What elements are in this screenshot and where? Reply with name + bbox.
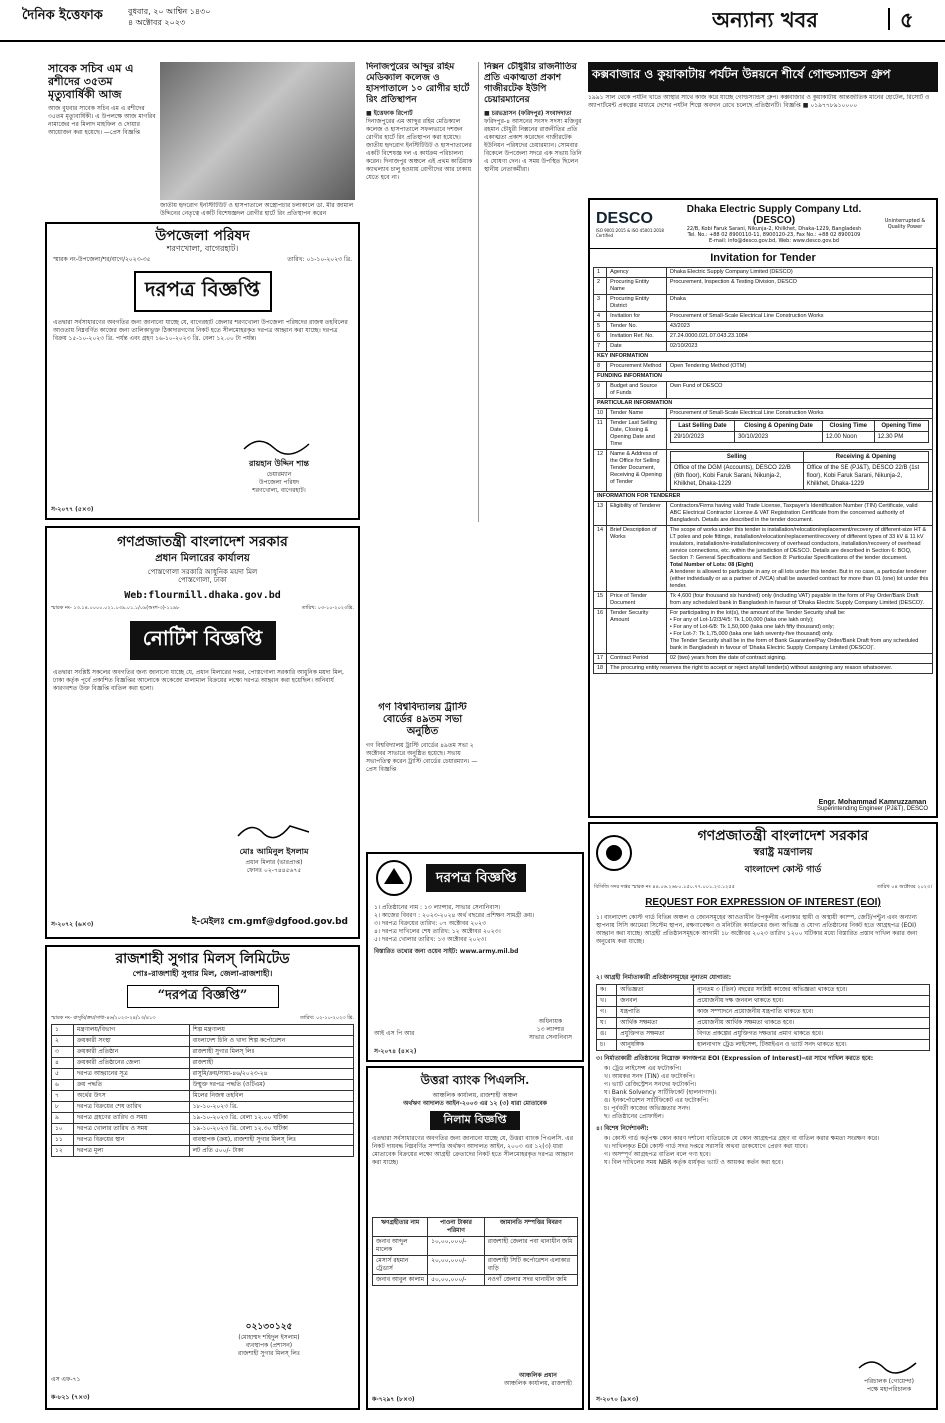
column-header: পাওনা টাকার পরিমাণ bbox=[428, 1218, 485, 1237]
table-cell: ১০ bbox=[52, 1124, 74, 1135]
ad-title: রাজশাহী সুগার মিলস্ লিমিটেড bbox=[115, 951, 290, 967]
lots-count: Total Number of Lots: 08 (Eight) bbox=[669, 562, 754, 568]
table-cell: ঙ। bbox=[597, 1029, 617, 1040]
table-row bbox=[594, 664, 933, 674]
ad-ref: স-২০৭০ (৯×৩) bbox=[596, 1396, 639, 1403]
table-cell: লট প্রতি ৫০০/- টাকা bbox=[189, 1146, 353, 1157]
coast-guard-eoi: গণপ্রজাতন্ত্রী বাংলাদেশ সরকার স্বরাষ্ট্র মন্ত্রণালয় বাংলাদেশ কোস্ট গার্ড বিসিজি সদর দপ্তর স্মারক নং ৪৪.০৬.২৬৮০.১৫০.৭৭.০০১.২৩.১২৫৫ তারিখ ০৪ অক্টোবর ২০২৩। REQUEST FOR EXPRESSION OF INTEREST (EOI) ১। বাংলাদেশ কোস্ট গার্ড বিভিন্ন অঞ্চল ও জোনসমূহের আওতাধীন উপকূলীয় এলাকার স্থায়ী ও অস্থায়ী ক্যাম্প, জেটি/পন্টুন এবং অন্যান্য স্থাপনায় সিসি ক্যামেরা সিস্টেম স্থাপন, রক্ষণাবেক্ষণ ও মনিটরিং কার্যক্রমের জন্য অভিজ্ঞ ও যোগ্য প্রতিষ্ঠানের নিকট হতে আগ্রহপত্র (EOI) আহ্বান করা যাচ্ছে। আগ্রহী প্রতিষ্ঠানসমূহকে আগামী ১৮ অক্টোবর ২০২৩ তারিখ ১২০০ ঘটিকার মধ্যে বিস্তারিত প্রস্তাব দাখিল করার জন্য অনুরোধ করা যাচ্ছে। ২। আগ্রহী নির্মাতাকারী প্রতিষ্ঠানসমূহের নূন্যতম যোগ্যতা: ক। অভিজ্ঞতা ন্যূনতম ৩ (তিন) বছরের সংশ্লিষ্ট কাজের অভিজ্ঞতা থাকতে হবে। খ। জনবল প্রয়োজনীয় দক্ষ জনবল থাকতে হবে। গ। যন্ত্রপাতি কাজ সম্পাদনে প্রয়োজনীয় যন্ত্রপাতি থাকতে হবে। ঘ। আর্থিক সক্ষমতা প্রয়োজনীয় আর্থিক সক্ষমতা থাকতে হবে। ঙ। প্রযুক্তিগত সক্ষমতা বিগত প্রকল্পের প্রযুক্তিগত দক্ষতার প্রমাণ থাকতে হবে। চ। আনুষঙ্গিক হালনাগাদ ট্রেড লাইসেন্স, টিআইএন ও ভ্যাট সনদ থাকতে হবে। ৩। নির্মাতাকারী প্রতিষ্ঠানের নিম্নোক্ত কাগজপত্র EOI (Expression of Interest)-এর সাথে দাখিল করতে হবে: ক। ট্রেড লাইসেন্স এর ফটোকপি। খ। আয়কর সনদ (TIN) এর ফটোকপি। গ। ভ্যাট রেজিস্ট্রেশন সনদের ফটোকপি। ঘ। Bank Solvency সার্টিফিকেট (হালনাগাদ)। ঙ। ইনকর্পোরেশন সার্টিফিকেট এর ফটোকপি। চ। পূর্ববর্তী কাজের অভিজ্ঞতার সনদ। ছ। প্রতিষ্ঠানের প্রোফাইল। ৪। বিশেষ নির্দেশাবলী: ক। কোস্ট গার্ড কর্তৃপক্ষ কোন কারণ দর্শানো ব্যতিরেকে যে কোন আগ্রহপত্র গ্রহণ বা বাতিল করার ক্ষমতা সংরক্ষণ করে। খ। দাখিলকৃত EOI কোস্ট গার্ড সদর দপ্তরে সরাসরি অথবা ডাকযোগে প্রেরণ করা যাবে। গ। অসম্পূর্ণ আগ্রহপত্র বাতিল বলে গণ্য হবে। ঘ। বিল দাখিলের সময় NBR কর্তৃক ধার্যকৃত ভ্যাট ও আয়কর কর্তন করা হবে। পরিচালক (গোয়েন্দা) পক্ষে মহাপরিচালক স-২০৭০ (৯×৩) bbox=[588, 822, 938, 1410]
signature-block: মোঃ আমিনুল ইসলাম প্রধান মিলার (ভারপ্রাপ্ত) ফোনঃ ০২-৭৪৪৫৬৭৫ bbox=[204, 818, 344, 875]
ad-subtitle: শরণখোলা, বাগেরহাট। bbox=[166, 244, 239, 253]
table-cell: জনাব আবুল কালাম bbox=[373, 1275, 428, 1286]
table-cell: Open Tendering Method (OTM) bbox=[666, 362, 932, 372]
table-cell: প্রয়োজনীয় আর্থিক সক্ষমতা থাকতে হবে। bbox=[694, 1018, 930, 1029]
headline: গণ বিশ্ববিদ্যালয় ট্রাস্টি বোর্ডের ৪৯তম সভা অনুষ্ঠিত bbox=[378, 702, 467, 737]
table-row bbox=[52, 1091, 354, 1102]
section-row bbox=[594, 372, 933, 382]
tender-table bbox=[593, 267, 933, 674]
table-cell: ৩ bbox=[52, 1047, 74, 1058]
table-cell: 7 bbox=[594, 342, 607, 352]
table-cell: ব্যবস্থাপক (ক্রয়), রাজশাহী সুগার মিলস্ লিঃ bbox=[189, 1135, 353, 1146]
notice-body: এতদ্বারা সংশ্লিষ্ট সকলের অবগতির জন্য জানানো যাচ্ছে যে, প্রধান মিলারের দপ্তর, পোস্তগোলা সরকারি আধুনিক ময়দা মিল, ঢাকা কর্তৃক পূর্বে প্রকাশিত বিজ্ঞপ্তির আলোকে অকেজো মালামাল বিক্রয়ের লক্ষ্যে দরপত্র আহ্বান করা হয়েছিল। অনিবার্য কারণবশত উক্ত বিজ্ঞপ্তি বাতিল করা হলো। bbox=[53, 669, 344, 692]
army-emblem-icon bbox=[372, 858, 416, 898]
list-item: খ। দাখিলকৃত EOI কোস্ট গার্ড সদর দপ্তরে সরাসরি অথবা ডাকযোগে প্রেরণ করা যাবে। bbox=[604, 1143, 808, 1150]
table-cell: 17 bbox=[594, 654, 607, 664]
table-cell: Tender Security Amount bbox=[607, 609, 667, 654]
table-cell: 9 bbox=[594, 382, 607, 399]
section-title: অন্যান্য খবর bbox=[712, 7, 818, 32]
table-cell: 29/10/2023 bbox=[670, 432, 734, 443]
table-row bbox=[597, 996, 930, 1007]
eoi-title: REQUEST FOR EXPRESSION OF INTEREST (EOI) bbox=[645, 897, 881, 908]
table-row bbox=[594, 419, 933, 450]
table-row bbox=[52, 1080, 354, 1091]
table-cell: ১১ bbox=[52, 1135, 74, 1146]
memo: স্মারক নং-উপজেলা/শর/বাগে/২০২৩-৩৫ bbox=[53, 256, 151, 263]
table-row bbox=[52, 1135, 354, 1146]
table-cell: Eligibility of Tenderer bbox=[607, 502, 667, 526]
column-header: জামানতি সম্পত্তির বিবরণ bbox=[484, 1218, 577, 1237]
list-item: • For any of Lot-6/8: Tk 1,50,000 (taka one lakh fifty thousand) only; bbox=[669, 624, 835, 630]
table-cell: Procurement of Small-Scale Electrical Line Construction Works bbox=[666, 409, 932, 419]
email: ই-মেইলঃ cm.gmf@dgfood.gov.bd bbox=[191, 917, 348, 927]
table-cell: 2 bbox=[594, 278, 607, 295]
list-item: ঙ। ইনকর্পোরেশন সার্টিফিকেট এর ফটোকপি। bbox=[604, 1097, 709, 1104]
table-cell: ৬ bbox=[52, 1080, 74, 1091]
table-cell: প্রযুক্তিগত সক্ষমতা bbox=[617, 1029, 694, 1040]
section-label: PARTICULAR INFORMATION bbox=[594, 399, 933, 409]
ad-ref: স-২০৭২ (৬×৩) bbox=[51, 921, 94, 928]
office-table bbox=[670, 451, 929, 490]
desco-tender-ad: DESCO ISO 9001:2015 & ISO 45001:2018 Certified Dhaka Electric Supply Company Ltd. (DESCO) 22/B, Kobi Faruk Sarani, Nikunja-2, Khilkhet, Dhaka-1229, Bangladesh Tel. No.: +88 02 8900110-11, 8900120-23, Fax No.: +88 02 8900109 E-mail: info@desco.gov.bd, Web: www.desco.gov.bd Uninterrupted & Quality Power Invitation for Tender 1 Agency Dhaka Electric Supply Company Limited (DESCO) 2 Procuring Entity Name Procurement, Inspection & Testing Division, DESCO 3 Procuring Entity District Dhaka 4 Invitation for Procurement of Small-Scale Electrical Line Construction Works 5 Tender No. 43/2023 6 Invitation Ref. No. 27.24.0000.021.07.043.23.1084 7 Date 02/10/2023 KEY INFORMATION 8 Procurement Method Open Tendering Method (OTM) FUNDING INFORMATION 9 Budget and Source of Funds Own Fund of DESCO PARTICULAR INFORMATION 10 Tender Name Procurement of Small-Scale Electrical Line Construction Works 11 Tender Last Selling Date, Closing & Opening Date and Time Last Selling Date Closing & Opening Date Closing Time Opening Time 29/10/2023 30/10/2023 12.00 Noon 12.30 PM 12 Name & Address of the Office for Selling Tender Document, Receiving & Opening of Tender Selling Receiving & Opening Office of the DGM (Accounts), DESCO 22/B (6th floor), Kobi Faruk Sarani, Nikunja-2, Khilkhet, Dhaka-1229 Office of the SE (PJ&T), DESCO 22/B (1st floor), Kobi Faruk Sarani, Nikunja-2, Khilkhet, Dhaka-1229 INFORMATION FOR TENDERER 13 Eligibility of Tenderer Contractors/Firms having valid Trade License, Taxpayer's Identification Number (TIN) Certificate, valid ABC Electrical Contractor License & VAT Registration Certificate from the concerned authority of Bangladesh. Details are described in the tender document. 14 Brief Description of Works The scope of works under this tender is installation/relocation/replacement/recovery of different-size HT & LT poles and pole fittings, installation/relocation/replacement/recovery of different types of 33 kV & 11 kV insulators, installation/re-installation/recovery of overhead conductors, installation/recovery of overhead service connections, etc. within the jurisdiction of DESCO. Details are described in Section 6: BOQ, Section 7: General Specifications and Section 8: Particular Specifications of the tender document. Total Number of Lots: 08 (Eight) A tenderer is allowed to participate in any or all lots under this tender. But in no case, a particular tenderer (either individually or as a partner of JVCA) shall be awarded contract for more than 01 (one) lot under this tender. 15 Price of Tender Document Tk 4,600 (four thousand six hundred) only (including VAT) payable in the form of Pay Order/Bank Draft from any scheduled bank in Bangladesh in favour of 'Dhaka Electric Supply Company Limited (DESCO)'. 16 Tender Security Amount For participating in the lot(s), the amount of the Tender Security shall be: • For any of Lot-1/2/3/4/5: Tk 1,00,000 (taka one lakh only); • For any of Lot-6/8: Tk 1,50,000 (taka one lakh fifty thousand) only; • For Lot-7: Tk 1,75,000 (taka one lakh seventy-five thousand) only. The Tender Security shall be in the form of Bank Guarantee/Pay Order/Bank Draft from any scheduled bank in Bangladesh in favour of 'Dhaka Electric Supply Company Limited (DESCO)'. 17 Contract Period 02 (two) years from the date of contract signing. 18 The procuring entity reserves the right to accept or reject any/all tender(s) without assigning any reason whatsoever. Engr. Mohammad Kamruzzaman Superintending Engineer (PJ&T), DESCO bbox=[588, 198, 938, 818]
table-cell: Brief Description of Works bbox=[607, 526, 667, 592]
table-cell: 30/10/2023 bbox=[735, 432, 823, 443]
table-row bbox=[52, 1146, 354, 1157]
table-row bbox=[594, 409, 933, 419]
list-item: ২। কাজের বিবরণ : ২০২৩-২০২৪ অর্থ বছরের প্রশিক্ষণ সামগ্রী ক্রয়। bbox=[374, 912, 535, 919]
table-cell: 43/2023 bbox=[666, 322, 932, 332]
table-cell: জনবল bbox=[617, 996, 694, 1007]
newspaper-logo: দৈনিক ইত্তেফাক bbox=[22, 8, 103, 23]
table-header bbox=[373, 1218, 578, 1237]
table-row bbox=[594, 502, 933, 526]
signature-block: পরিচালক (গোয়েন্দা) পক্ষে মহাপরিচালক bbox=[854, 1354, 924, 1394]
table-cell: The scope of works under this tender is installation/relocation/replacement/recovery of different-size HT & LT poles and pole fittings, installation/relocation/replacement/recovery of different types of 33 kV & 11 kV insulators, installation/re-installation/recovery of overhead conductors, installation/recovery of overhead service connections, etc. within the jurisdiction of DESCO. Details are described in Section 6: BOQ, Section 7: General Specifications and Section 8: Particular Specifications of the tender document. Total Number of Lots: 08 (Eight) A tenderer is allowed to participate in any or all lots under this tender. But in no case, a particular tenderer (either individually or as a partner of JVCA) shall be awarded contract for more than 01 (one) lot under this tender. bbox=[666, 526, 932, 592]
table-row bbox=[594, 278, 933, 295]
table-cell bbox=[666, 450, 932, 492]
list-item: ক। ট্রেড লাইসেন্স এর ফটোকপি। bbox=[604, 1065, 682, 1072]
table-header bbox=[670, 452, 928, 463]
section-row bbox=[594, 352, 933, 362]
table-row bbox=[594, 450, 933, 492]
table-cell: ক্রয়কারী প্রতিষ্ঠান bbox=[74, 1047, 190, 1058]
tender-title: Invitation for Tender bbox=[710, 252, 816, 264]
table-row bbox=[597, 1007, 930, 1018]
table-cell: 10 bbox=[594, 409, 607, 419]
table-cell: 27.24.0000.021.07.043.23.1084 bbox=[666, 332, 932, 342]
table-cell: 4 bbox=[594, 312, 607, 322]
table-cell: দরপত্র গ্রহণের তারিখ ও সময় bbox=[74, 1113, 190, 1124]
table-cell: ৫০,০০,০০০/- bbox=[428, 1275, 485, 1286]
list-item: ৩। দরপত্র বিক্রয়ের তারিখ: ০৭ অক্টোবর ২০২৩ bbox=[374, 920, 486, 927]
table-cell: Name & Address of the Office for Selling Tender Document, Receiving & Opening of Tender bbox=[607, 450, 667, 492]
table-cell: 18 bbox=[594, 664, 607, 674]
table-cell: দরপত্র বিক্রয়ের শেষ তারিখ bbox=[74, 1102, 190, 1113]
table-cell: উন্মুক্ত দরপত্র পদ্ধতি (ওটিএম) bbox=[189, 1080, 353, 1091]
notice-title: নোটিশ বিজ্ঞপ্তি bbox=[130, 621, 276, 660]
list-item: চ। পূর্ববর্তী কাজের অভিজ্ঞতার সনদ। bbox=[604, 1105, 691, 1112]
auction-table bbox=[372, 1217, 578, 1286]
list-item: ঘ। বিল দাখিলের সময় NBR কর্তৃক ধার্যকৃত ভ্যাট ও আয়কর কর্তন করা হবে। bbox=[604, 1159, 783, 1166]
table-row bbox=[594, 322, 933, 332]
table-row bbox=[597, 1018, 930, 1029]
signature-block: অধিনায়ক ১৩ ল্যান্সার সাভার সেনানিবাস bbox=[528, 1018, 572, 1041]
website: Web:flourmill.dhaka.gov.bd bbox=[124, 590, 281, 601]
body: ফরিদপুর-৪ আসনের সংসদ সদস্য মজিবুর রহমান চৌধুরী নিক্সনের রাজনীতির প্রতি একাত্মতা প্রকাশ করেছেন গাজীরটেক ইউনিয়ন পরিষদের চেয়ারম্যান। সোমবার বিকেলে উপজেলা সদরে এক সভায় তিনি এ ঘোষণা দেন। এ সময় উপস্থিত ছিলেন স্থানীয় নেতাকর্মীরা। bbox=[484, 118, 582, 173]
headline: নিক্সন চৌধুরীর রাজনীতির প্রতি একাত্মতা প্রকাশ গাজীরটেক ইউপি চেয়ারম্যানের bbox=[484, 62, 577, 105]
signature bbox=[239, 434, 319, 456]
table-cell: Tender Last Selling Date, Closing & Opening Date and Time bbox=[607, 419, 667, 450]
table-cell: Budget and Source of Funds bbox=[607, 382, 667, 399]
table-cell: রাজশাহী bbox=[189, 1058, 353, 1069]
list-item: ছ। প্রতিষ্ঠানের প্রোফাইল। bbox=[604, 1113, 664, 1120]
signature bbox=[234, 818, 314, 844]
table-row bbox=[597, 1040, 930, 1051]
section-row bbox=[594, 399, 933, 409]
list-item: খ। আয়কর সনদ (TIN) এর ফটোকপি। bbox=[604, 1073, 695, 1080]
column-header: Receiving & Opening bbox=[803, 452, 928, 463]
table-cell: ২ bbox=[52, 1036, 74, 1047]
signature-block: রায়হান উদ্দিন শান্ত চেয়ারম্যান উপজেলা পরিষদ শরণখোলা, বাগেরহাট। bbox=[214, 434, 344, 495]
table-row bbox=[373, 1275, 578, 1286]
table-cell: বাংলাদেশ চিনি ও খাদ্য শিল্প কর্পোরেশন bbox=[189, 1036, 353, 1047]
table-row bbox=[597, 985, 930, 996]
signature-block: ০২১৩০১২৫ (মোহাম্মদ শহিদুল ইসলাম) ব্যবস্থাপক (প্রশাসন) রাজশাহী সুগার মিলস্ লিঃ bbox=[237, 1322, 301, 1357]
table-cell: প্রয়োজনীয় দক্ষ জনবল থাকতে হবে। bbox=[694, 996, 930, 1007]
politics-news: নিক্সন চৌধুরীর রাজনীতির প্রতি একাত্মতা প্রকাশ গাজীরটেক ইউপি চেয়ারম্যানের ■ চরভদ্রাসন (ফরিদপুর) সংবাদদাতা ফরিদপুর-৪ আসনের সংসদ সদস্য মজিবুর রহমান চৌধুরী নিক্সনের রাজনীতির প্রতি একাত্মতা প্রকাশ করেছেন গাজীরটেক ইউনিয়ন পরিষদের চেয়ারম্যান। সোমবার বিকেলে উপজেলা সদরে এক সভায় তিনি এ ঘোষণা দেন। এ সময় উপস্থিত ছিলেন স্থানীয় নেতাকর্মীরা। bbox=[484, 62, 584, 362]
table-cell: শিল্প মন্ত্রণালয় bbox=[189, 1025, 353, 1036]
table-cell: ক্রয়কারী প্রতিষ্ঠানের জেলা bbox=[74, 1058, 190, 1069]
table-row bbox=[594, 382, 933, 399]
headline: দিনাজপুরের আব্দুর রহিম মেডিক্যাল কলেজ ও হাসপাতালে ১০ রোগীর হার্টে রিং প্রতিস্থাপন bbox=[366, 62, 470, 105]
table-row bbox=[52, 1069, 354, 1080]
banner-body: ১৯৯১ সাল থেকে পর্যটন খাতে আস্থার সাথে কাজ করে যাচ্ছে গোল্ডস্যান্ডস গ্রুপ। কক্সবাজার ও কুয়াকাটায় আন্তর্জাতিক মানের হোটেল, রিসোর্ট ও অ্যাপার্টমেন্ট প্রকল্পের মাধ্যমে দেশের পর্যটন শিল্পে অবদান রেখে চলেছে প্রতিষ্ঠানটি। বিজ্ঞপ্তি ■ ০১৯৭৭৮৯১০০০০ bbox=[588, 94, 930, 109]
table-cell: যন্ত্রপাতি bbox=[617, 1007, 694, 1018]
gov-title: গণপ্রজাতন্ত্রী বাংলাদেশ সরকার bbox=[117, 534, 288, 550]
table-cell: 1 bbox=[594, 268, 607, 278]
website: বিস্তারিত তথ্যের জন্য ওয়েব সাইট: www.army.mil.bd bbox=[374, 948, 519, 955]
table-row bbox=[594, 295, 933, 312]
table-cell: Dhaka bbox=[666, 295, 932, 312]
table-cell: রাজশাহী সিটি কর্পোরেশন এলাকার বাড়ি bbox=[484, 1256, 577, 1275]
notice-title-box: দরপত্র বিজ্ঞপ্তি bbox=[134, 271, 272, 312]
table-cell: গ। bbox=[597, 1007, 617, 1018]
list-item: ১। প্রতিষ্ঠানের নাম : ১৩ ল্যান্সার, সাভার সেনানিবাস। bbox=[374, 904, 501, 911]
table-cell: ১২ bbox=[52, 1146, 74, 1157]
table-cell: ১ bbox=[52, 1025, 74, 1036]
item-list bbox=[368, 902, 582, 946]
column-header: Selling bbox=[670, 452, 803, 463]
tender-table bbox=[51, 1024, 354, 1157]
table-cell: মেসার্স রহমান ট্রেডার্স bbox=[373, 1256, 428, 1275]
list-item: ৪। দরপত্র দাখিলের শেষ তারিখ: ১২ অক্টোবর ২০২৩। bbox=[374, 928, 501, 935]
ad-ref: স-২০৭৪ (৪×২) bbox=[374, 1048, 417, 1055]
table-cell: ২০,০০,০০০/- bbox=[428, 1256, 485, 1275]
sugar-mill-tender: রাজশাহী সুগার মিলস্ লিমিটেড পোঃ-রাজশাহী সুগার মিল, জেলা-রাজশাহী। “দরপত্র বিজ্ঞপ্তি” স্মারক নং- রাসুমি/ক্রয়/সাধা-৪৬/২০২৩-২৪/১৩/৪১৩ তারিখ: ০২-১০-২০২৩ খ্রি. ১ মন্ত্রণালয়/বিভাগ শিল্প মন্ত্রণালয় ২ ক্রয়কারী সংস্থা বাংলাদেশ চিনি ও খাদ্য শিল্প কর্পোরেশন ৩ ক্রয়কারী প্রতিষ্ঠান রাজশাহী সুগার মিলস্ লিঃ ৪ ক্রয়কারী প্রতিষ্ঠানের জেলা রাজশাহী ৫ দরপত্র আহ্বানের সূত্র রাসুমি/ক্রয়/সাধা-৪৬/২০২৩-২৪ ৬ ক্রয় পদ্ধতি উন্মুক্ত দরপত্র পদ্ধতি (ওটিএম) ৭ অর্থের উৎস মিলের নিজস্ব তহবিল ৮ দরপত্র বিক্রয়ের শেষ তারিখ ১৮-১০-২০২৩ খ্রি. ৯ দরপত্র গ্রহণের তারিখ ও সময় ১৯-১০-২০২৩ খ্রি. বেলা ১২.০০ ঘটিকা ১০ দরপত্র খোলার তারিখ ও সময় ১৯-১০-২০২৩ খ্রি. বেলা ১২.৩০ ঘটিকা ১১ দরপত্র বিক্রয়ের স্থান ব্যবস্থাপক (ক্রয়), রাজশাহী সুগার মিলস্ লিঃ ১২ দরপত্র মূল্য লট প্রতি ৫০০/- টাকা ০২১৩০১২৫ (মোহাম্মদ শহিদুল ইসলাম) ব্যবস্থাপক (প্রশাসন) রাজশাহী সুগার মিলস্ লিঃ এস এফ-৭১ ক-৮২১ (৭×৩) bbox=[45, 945, 360, 1410]
table-cell: রাসুমি/ক্রয়/সাধা-৪৬/২০২৩-২৪ bbox=[189, 1069, 353, 1080]
table-cell: চ। bbox=[597, 1040, 617, 1051]
table-row bbox=[52, 1047, 354, 1058]
coast-guard-emblem-icon bbox=[594, 833, 634, 873]
list-item: • For any of Lot-1/2/3/4/5: Tk 1,00,000 (taka one lakh only); bbox=[669, 617, 814, 623]
documents-list bbox=[590, 1065, 936, 1121]
section-label: KEY INFORMATION bbox=[594, 352, 933, 362]
column-header: ঋণগ্রহীতার নাম bbox=[373, 1218, 428, 1237]
table-cell: ঘ। bbox=[597, 1018, 617, 1029]
table-cell: 12.30 PM bbox=[874, 432, 928, 443]
table-cell: Price of Tender Document bbox=[607, 592, 667, 609]
body: দিনাজপুরের এম আব্দুর রহিম মেডিক্যাল কলেজ ও হাসপাতালে সফলভাবে দশজন রোগীর হার্টে রিং প্রতিস্থাপন করা হয়েছে। জাতীয় হৃদরোগ ইনস্টিটিউট ও হাসপাতালের একটি বিশেষজ্ঞ দল এ কার্যক্রম পরিচালনা করেন। দিনাজপুর অঞ্চলে এই প্রথম কার্ডিয়াক ক্যাথল্যাব চালু হওয়ায় রোগীদের আর ঢাকায় যেতে হবে না। bbox=[366, 118, 473, 181]
table-cell: ৯ bbox=[52, 1113, 74, 1124]
section-label: FUNDING INFORMATION bbox=[594, 372, 933, 382]
notice-title: নিলাম বিজ্ঞপ্তি bbox=[430, 1111, 520, 1130]
table-cell: ১০,০০,০০০/- bbox=[428, 1237, 485, 1256]
table-cell: 3 bbox=[594, 295, 607, 312]
list-item: ঘ। Bank Solvency সার্টিফিকেট (হালনাগাদ)। bbox=[604, 1089, 717, 1096]
body: গণ বিশ্ববিদ্যালয় ট্রাস্টি বোর্ডের ৪৯তম সভা ২ অক্টোবর সাভারে অনুষ্ঠিত হয়েছে। সভায় সভাপতিত্ব করেন ট্রাস্টি বোর্ডের চেয়ারম্যান। —প্রেস বিজ্ঞপ্তি bbox=[366, 742, 478, 773]
table-cell: ১৯-১০-২০২৩ খ্রি. বেলা ১২.৩০ ঘটিকা bbox=[189, 1124, 353, 1135]
table-row bbox=[594, 526, 933, 592]
table-row bbox=[52, 1025, 354, 1036]
eoi-intro: ১। বাংলাদেশ কোস্ট গার্ড বিভিন্ন অঞ্চল ও জোনসমূহের আওতাধীন উপকূলীয় এলাকার স্থায়ী ও অস্থায়ী ক্যাম্প, জেটি/পন্টুন এবং অন্যান্য স্থাপনায় সিসি ক্যামেরা সিস্টেম স্থাপন, রক্ষণাবেক্ষণ ও মনিটরিং কার্যক্রমের জন্য অভিজ্ঞ ও যোগ্য প্রতিষ্ঠানের নিকট হতে আগ্রহপত্র (EOI) আহ্বান করা যাচ্ছে। আগ্রহী প্রতিষ্ঠানসমূহকে আগামী ১৮ অক্টোবর ২০২৩ তারিখ ১২০০ ঘটিকার মধ্যে বিস্তারিত প্রস্তাব দাখিল করার জন্য অনুরোধ করা যাচ্ছে। bbox=[596, 914, 918, 945]
table-cell: মিলের নিজস্ব তহবিল bbox=[189, 1091, 353, 1102]
table-cell: Tender No. bbox=[607, 322, 667, 332]
lots-note: A tenderer is allowed to participate in any or all lots under this tender. But in no case, a particular tenderer (either individually or as a partner of JVCA) shall be awarded contract for more than 01 (one) lot under this tender. bbox=[669, 569, 929, 589]
desco-logo: DESCO ISO 9001:2015 & ISO 45001:2018 Certified bbox=[596, 210, 664, 238]
table-row bbox=[373, 1256, 578, 1275]
section-row bbox=[594, 492, 933, 502]
army-tender: দরপত্র বিজ্ঞপ্তি ১। প্রতিষ্ঠানের নাম : ১৩ ল্যান্সার, সাভার সেনানিবাস। ২। কাজের বিবরণ : ২০২৩-২০২৪ অর্থ বছরের প্রশিক্ষণ সামগ্রী ক্রয়। ৩। দরপত্র বিক্রয়ের তারিখ: ০৭ অক্টোবর ২০২৩ ৪। দরপত্র দাখিলের শেষ তারিখ: ১২ অক্টোবর ২০২৩। ৫। দরপত্র খোলার তারিখ: ১৩ অক্টোবর ২০২৩। বিস্তারিত তথ্যের জন্য ওয়েব সাইট: www.army.mil.bd আই এস পি আর অধিনায়ক ১৩ ল্যান্সার সাভার সেনানিবাস স-২০৭৪ (৪×২) bbox=[366, 852, 584, 1062]
table-cell: রাজশাহী সুগার মিলস্ লিঃ bbox=[189, 1047, 353, 1058]
table-cell: 6 bbox=[594, 332, 607, 342]
list-item: গ। অসম্পূর্ণ আগ্রহপত্র বাতিল বলে গণ্য হবে। bbox=[604, 1151, 711, 1158]
table-cell bbox=[666, 419, 932, 450]
masthead bbox=[0, 0, 945, 42]
table-cell: 15 bbox=[594, 592, 607, 609]
table-row bbox=[594, 592, 933, 609]
trust-news bbox=[366, 702, 479, 852]
table-cell: দরপত্র খোলার তারিখ ও সময় bbox=[74, 1124, 190, 1135]
list-item: ক। কোস্ট গার্ড কর্তৃপক্ষ কোন কারণ দর্শানো ব্যতিরেকে যে কোন আগ্রহপত্র গ্রহণ বা বাতিল করার ক্ষমতা সংরক্ষণ করে। bbox=[604, 1135, 880, 1142]
table-cell: মন্ত্রণালয়/বিভাগ bbox=[74, 1025, 190, 1036]
table-cell: 02 (two) years from the date of contract signing. bbox=[666, 654, 932, 664]
table-cell: অর্থের উৎস bbox=[74, 1091, 190, 1102]
notice-title: “দরপত্র বিজ্ঞপ্তি” bbox=[127, 985, 279, 1008]
table-row bbox=[52, 1113, 354, 1124]
table-cell: হালনাগাদ ট্রেড লাইসেন্স, টিআইএন ও ভ্যাট সনদ থাকতে হবে। bbox=[694, 1040, 930, 1051]
notice-body: এতদ্বারা সর্বসাধারণের অবগতির জন্য জানানো যাচ্ছে যে, উত্তরা ব্যাংক পিএলসি. এর নিকট দায়বদ্ধ নিম্নবর্ণিত সম্পত্তি অর্থঋণ আদালত আইন, ২০০৩ এর ১২(৩) ধারা মোতাবেক বিক্রয়ের লক্ষ্যে আগ্রহী ক্রেতাদের নিকট হতে সীলমোহরকৃত দরপত্র আহ্বান করা যাচ্ছে। bbox=[372, 1135, 574, 1166]
photo-caption: জাতীয় হৃদরোগ ইনস্টিটিউট ও হাসপাতালে অস্ত্রোপচার চলাকালে ডা. মীর জামাল উদ্দিনের নেতৃত্বে একটি বিশেষজ্ঞদল রোগীর হার্টে রিং প্রতিস্থাপন করেন bbox=[160, 202, 354, 217]
table-cell: খ। bbox=[597, 996, 617, 1007]
table-cell: ৪ bbox=[52, 1058, 74, 1069]
table-row bbox=[52, 1124, 354, 1135]
headline: সাবেক সচিব এম এ রশীদের ৩৫তম মৃত্যুবার্ষিকী আজ bbox=[48, 62, 134, 101]
ad-ref: ক-৭২৯৭ (৮×৩) bbox=[372, 1396, 415, 1403]
section-label: INFORMATION FOR TENDERER bbox=[594, 492, 933, 502]
table-cell: আনুষঙ্গিক bbox=[617, 1040, 694, 1051]
column-header: Last Selling Date bbox=[670, 421, 734, 432]
table-cell: The procuring entity reserves the right to accept or reject any/all tender(s) without assigning any reason whatsoever. bbox=[607, 664, 933, 674]
table-cell: Office of the DGM (Accounts), DESCO 22/B (6th floor), Kobi Faruk Sarani, Nikunja-2, Khilkhet, Dhaka-1229 bbox=[670, 463, 803, 490]
table-cell: অভিজ্ঞতা bbox=[617, 985, 694, 996]
table-cell: দরপত্র বিক্রয়ের স্থান bbox=[74, 1135, 190, 1146]
table-cell: Agency bbox=[607, 268, 667, 278]
column-header: Opening Time bbox=[874, 421, 928, 432]
table-cell: ক। bbox=[597, 985, 617, 996]
list-item: ৫। দরপত্র খোলার তারিখ: ১৩ অক্টোবর ২০২৩। bbox=[374, 936, 487, 943]
bank-auction-notice: উত্তরা ব্যাংক পিএলসি. আঞ্চলিক কার্যালয়, রাজশাহী অঞ্চল অর্থঋণ আদালত আইন-২০০৩ এর ১২ (৩) ধারা মোতাবেক নিলাম বিজ্ঞপ্তি এতদ্বারা সর্বসাধারণের অবগতির জন্য জানানো যাচ্ছে যে, উত্তরা ব্যাংক পিএলসি. এর নিকট দায়বদ্ধ নিম্নবর্ণিত সম্পত্তি অর্থঋণ আদালত আইন, ২০০৩ এর ১২(৩) ধারা মোতাবেক বিক্রয়ের লক্ষ্যে আগ্রহী ক্রেতাদের নিকট হতে সীলমোহরকৃত দরপত্র আহ্বান করা যাচ্ছে। ঋণগ্রহীতার নাম পাওনা টাকার পরিমাণ জামানতি সম্পত্তির বিবরণ জনাব আব্দুল মালেক ১০,০০,০০০/- রাজশাহী জেলার পবা থানাধীন জমি মেসার্স রহমান ট্রেডার্স ২০,০০,০০০/- রাজশাহী সিটি কর্পোরেশন এলাকার বাড়ি জনাব আবুল কালাম ৫০,০০,০০০/- নওগাঁ জেলার সদর থানাধীন জমি আঞ্চলিক প্রধান আঞ্চলিক কার্যালয়, রাজশাহী ক-৭২৯৭ (৮×৩) bbox=[366, 1066, 584, 1410]
list-item: গ। ভ্যাট রেজিস্ট্রেশন সনদের ফটোকপি। bbox=[604, 1081, 697, 1088]
table-cell: নওগাঁ জেলার সদর থানাধীন জমি bbox=[484, 1275, 577, 1286]
ad-ref: স-২০৭৭ (৫×৩) bbox=[51, 506, 94, 513]
table-row bbox=[594, 332, 933, 342]
table-row bbox=[52, 1058, 354, 1069]
table-cell: রাজশাহী জেলার পবা থানাধীন জমি bbox=[484, 1237, 577, 1256]
table-cell: Contractors/Firms having valid Trade License, Taxpayer's Identification Number (TIN) Certificate, valid ABC Electrical Contractor License & VAT Registration Certificate from the concerned authority of Bangladesh. Details are described in the tender document. bbox=[666, 502, 932, 526]
table-cell: Invitation for bbox=[607, 312, 667, 322]
table-cell: Office of the SE (PJ&T), DESCO 22/B (1st floor), Kobi Faruk Sarani, Nikunja-2, Khilkhet, Dhaka-1229 bbox=[803, 463, 928, 490]
table-cell: Procurement, Inspection & Testing Division, DESCO bbox=[666, 278, 932, 295]
table-cell: 12.00 Noon bbox=[822, 432, 874, 443]
table-cell: ৫ bbox=[52, 1069, 74, 1080]
table-cell: Tender Name bbox=[607, 409, 667, 419]
table-cell: 12 bbox=[594, 450, 607, 492]
table-row bbox=[594, 268, 933, 278]
signature-block: আঞ্চলিক প্রধান আঞ্চলিক কার্যালয়, রাজশাহী bbox=[503, 1372, 572, 1387]
table-cell: বিগত প্রকল্পের প্রযুক্তিগত দক্ষতার প্রমাণ থাকতে হবে। bbox=[694, 1029, 930, 1040]
bank-name: উত্তরা ব্যাংক পিএলসি. bbox=[420, 1073, 530, 1087]
company-name: Dhaka Electric Supply Company Ltd. (DESCO) bbox=[686, 204, 862, 226]
criteria-table bbox=[596, 984, 930, 1051]
table-cell: Contract Period bbox=[607, 654, 667, 664]
table-cell: দরপত্র মূল্য bbox=[74, 1146, 190, 1157]
divider bbox=[888, 8, 890, 30]
table-cell: ক্রয়কারী সংস্থা bbox=[74, 1036, 190, 1047]
ad-body: এতদ্বারা সর্বসাধারণের অবগতির জন্য জানানো যাচ্ছে যে, বাগেরহাট জেলার শরণখোলা উপজেলা পরিষদের রাজস্ব তহবিলের আওতায় নিম্নবর্ণিত কাজের জন্য তালিকাভুক্ত ঠিকাদারগণের নিকট হতে সীলমোহরকৃত দরপত্র আহ্বান করা যাচ্ছে। দরপত্র বিক্রয় ১৫-১০-২০২৩ খ্রি. পর্যন্ত এবং গ্রহণ ১৬-১০-২০২৩ খ্রি. বেলা ১২.০০ টা পর্যন্ত। bbox=[53, 319, 348, 342]
table-row bbox=[594, 312, 933, 322]
table-cell: Tk 4,600 (four thousand six hundred) only (including VAT) payable in the form of Pay Order/Bank Draft from any scheduled bank in Bangladesh in favour of 'Dhaka Electric Supply Company Limited (DESCO)'. bbox=[666, 592, 932, 609]
list-item: • For Lot-7: Tk 1,75,000 (taka one lakh seventy-five thousand) only. bbox=[669, 631, 834, 637]
table-row bbox=[594, 654, 933, 664]
table-cell: আর্থিক সক্ষমতা bbox=[617, 1018, 694, 1029]
dates-table bbox=[670, 420, 929, 443]
table-row bbox=[594, 362, 933, 372]
header-date: বুধবার, ২০ আশ্বিন ১৪৩০ ৪ অক্টোবর ২০২৩ bbox=[128, 7, 211, 27]
table-cell: ক্রয় পদ্ধতি bbox=[74, 1080, 190, 1091]
special-instructions bbox=[590, 1135, 936, 1167]
table-cell: Procuring Entity District bbox=[607, 295, 667, 312]
table-header bbox=[670, 421, 928, 432]
table-cell: Invitation Ref. No. bbox=[607, 332, 667, 342]
table-cell: জনাব আব্দুল মালেক bbox=[373, 1237, 428, 1256]
table-cell bbox=[666, 609, 932, 654]
table-row bbox=[52, 1102, 354, 1113]
table-cell: 02/10/2023 bbox=[666, 342, 932, 352]
table-cell: Procurement Method bbox=[607, 362, 667, 372]
goldsands-banner: কক্সবাজার ও কুয়াকাটায় পর্যটন উন্নয়নে শীর্ষে গোল্ডস্যান্ডস গ্রুপ bbox=[588, 62, 938, 92]
table-cell: 8 bbox=[594, 362, 607, 372]
list-item: The Tender Security shall be in the form of Bank Guarantee/Pay Order/Bank Draft from any scheduled bank in Bangladesh in favour of 'Dhaka Electric Supply Company Limited (DESCO)'. bbox=[669, 638, 919, 651]
page-number: ৫ bbox=[900, 7, 914, 32]
table-cell: 16 bbox=[594, 609, 607, 654]
slogan: Uninterrupted & Quality Power bbox=[884, 218, 926, 230]
table-cell: Date bbox=[607, 342, 667, 352]
table-cell: ৮ bbox=[52, 1102, 74, 1113]
upazila-tender-ad bbox=[45, 222, 360, 520]
table-cell: Own Fund of DESCO bbox=[666, 382, 932, 399]
signature-block: Engr. Mohammad Kamruzzaman Superintending Engineer (PJ&T), DESCO bbox=[816, 799, 928, 812]
table-cell: ১৮-১০-২০২৩ খ্রি. bbox=[189, 1102, 353, 1113]
table-row bbox=[594, 609, 933, 654]
table-cell: 5 bbox=[594, 322, 607, 332]
list-item: For participating in the lot(s), the amount of the Tender Security shall be: bbox=[669, 610, 846, 616]
table-cell: দরপত্র আহ্বানের সূত্র bbox=[74, 1069, 190, 1080]
table-row bbox=[597, 1029, 930, 1040]
hospital-news: দিনাজপুরের আব্দুর রহিম মেডিক্যাল কলেজ ও হাসপাতালে ১০ রোগীর হার্টে রিং প্রতিস্থাপন ■ ইত্তেফাক রিপোর্ট দিনাজপুরের এম আব্দুর রহিম মেডিক্যাল কলেজ ও হাসপাতালে সফলভাবে দশজন রোগীর হার্টে রিং প্রতিস্থাপন করা হয়েছে। জাতীয় হৃদরোগ ইনস্টিটিউট ও হাসপাতালের একটি বিশেষজ্ঞ দল এ কার্যক্রম পরিচালনা করেন। দিনাজপুর অঞ্চলে এই প্রথম কার্ডিয়াক ক্যাথল্যাব চালু হওয়ায় রোগীদের আর ঢাকায় যেতে হবে না। bbox=[366, 62, 479, 522]
table-cell: Procuring Entity Name bbox=[607, 278, 667, 295]
table-cell: Dhaka Electric Supply Company Limited (DESCO) bbox=[666, 268, 932, 278]
table-row bbox=[670, 432, 928, 443]
news-photo bbox=[160, 62, 355, 200]
table-row bbox=[52, 1036, 354, 1047]
table-row bbox=[373, 1237, 578, 1256]
date: তারিখ: ০১-১০-২০২৩ খ্রি. bbox=[287, 256, 352, 263]
table-row bbox=[670, 463, 928, 490]
table-row bbox=[594, 342, 933, 352]
ad-title: উপজেলা পরিষদ bbox=[155, 228, 250, 244]
obituary-news bbox=[48, 62, 156, 222]
column-header: Closing Time bbox=[822, 421, 874, 432]
table-cell: 13 bbox=[594, 502, 607, 526]
column-header: Closing & Opening Date bbox=[735, 421, 823, 432]
table-cell: কাজ সম্পাদনে প্রয়োজনীয় যন্ত্রপাতি থাকতে হবে। bbox=[694, 1007, 930, 1018]
table-cell: 11 bbox=[594, 419, 607, 450]
table-cell: Procurement of Small-Scale Electrical Line Construction Works bbox=[666, 312, 932, 322]
table-cell: 14 bbox=[594, 526, 607, 592]
flour-mill-notice: গণপ্রজাতন্ত্রী বাংলাদেশ সরকার প্রধান মিলারের কার্যালয় পোস্তগোলা সরকারি আধুনিক ময়দা মিল পোস্তগোলা, ঢাকা Web:flourmill.dhaka.gov.bd স্মারক নং- ১৩.১৪.০০০০.০২১.০৩৯.০১.১/০৯(অংশ-৩)-১১৯৮ তারিখ: ০৩-১০-২০২৩খ্রি. নোটিশ বিজ্ঞপ্তি এতদ্বারা সংশ্লিষ্ট সকলের অবগতির জন্য জানানো যাচ্ছে যে, প্রধান মিলারের দপ্তর, পোস্তগোলা সরকারি আধুনিক ময়দা মিল, ঢাকা কর্তৃক পূর্বে প্রকাশিত বিজ্ঞপ্তির আলোকে অকেজো মালামাল বিক্রয়ের লক্ষ্যে দরপত্র আহ্বান করা হয়েছিল। অনিবার্য কারণবশত উক্ত বিজ্ঞপ্তি বাতিল করা হলো। মোঃ আমিনুল ইসলাম প্রধান মিলার (ভারপ্রাপ্ত) ফোনঃ ০২-৭৪৪৫৬৭৫ ই-মেইলঃ cm.gmf@dgfood.gov.bd স-২০৭২ (৬×৩) bbox=[45, 526, 360, 939]
table-cell: ন্যূনতম ৩ (তিন) বছরের সংশ্লিষ্ট কাজের অভিজ্ঞতা থাকতে হবে। bbox=[694, 985, 930, 996]
body: আজ বুধবার সাবেক সচিব এম এ রশীদের ৩৫তম মৃত্যুবার্ষিকী। এ উপলক্ষে আজ মাগরিব নামাজের পর মিলাদ মাহফিল ও দোয়ার আয়োজন করা হয়েছে। —প্রেস বিজ্ঞপ্তি bbox=[48, 105, 156, 136]
signature bbox=[854, 1354, 924, 1376]
table-cell: ১৯-১০-২০২৩ খ্রি. বেলা ১২.০০ ঘটিকা bbox=[189, 1113, 353, 1124]
table-cell: ৭ bbox=[52, 1091, 74, 1102]
notice-title: দরপত্র বিজ্ঞপ্তি bbox=[426, 864, 526, 892]
ad-ref: ক-৮২১ (৭×৩) bbox=[51, 1394, 90, 1401]
